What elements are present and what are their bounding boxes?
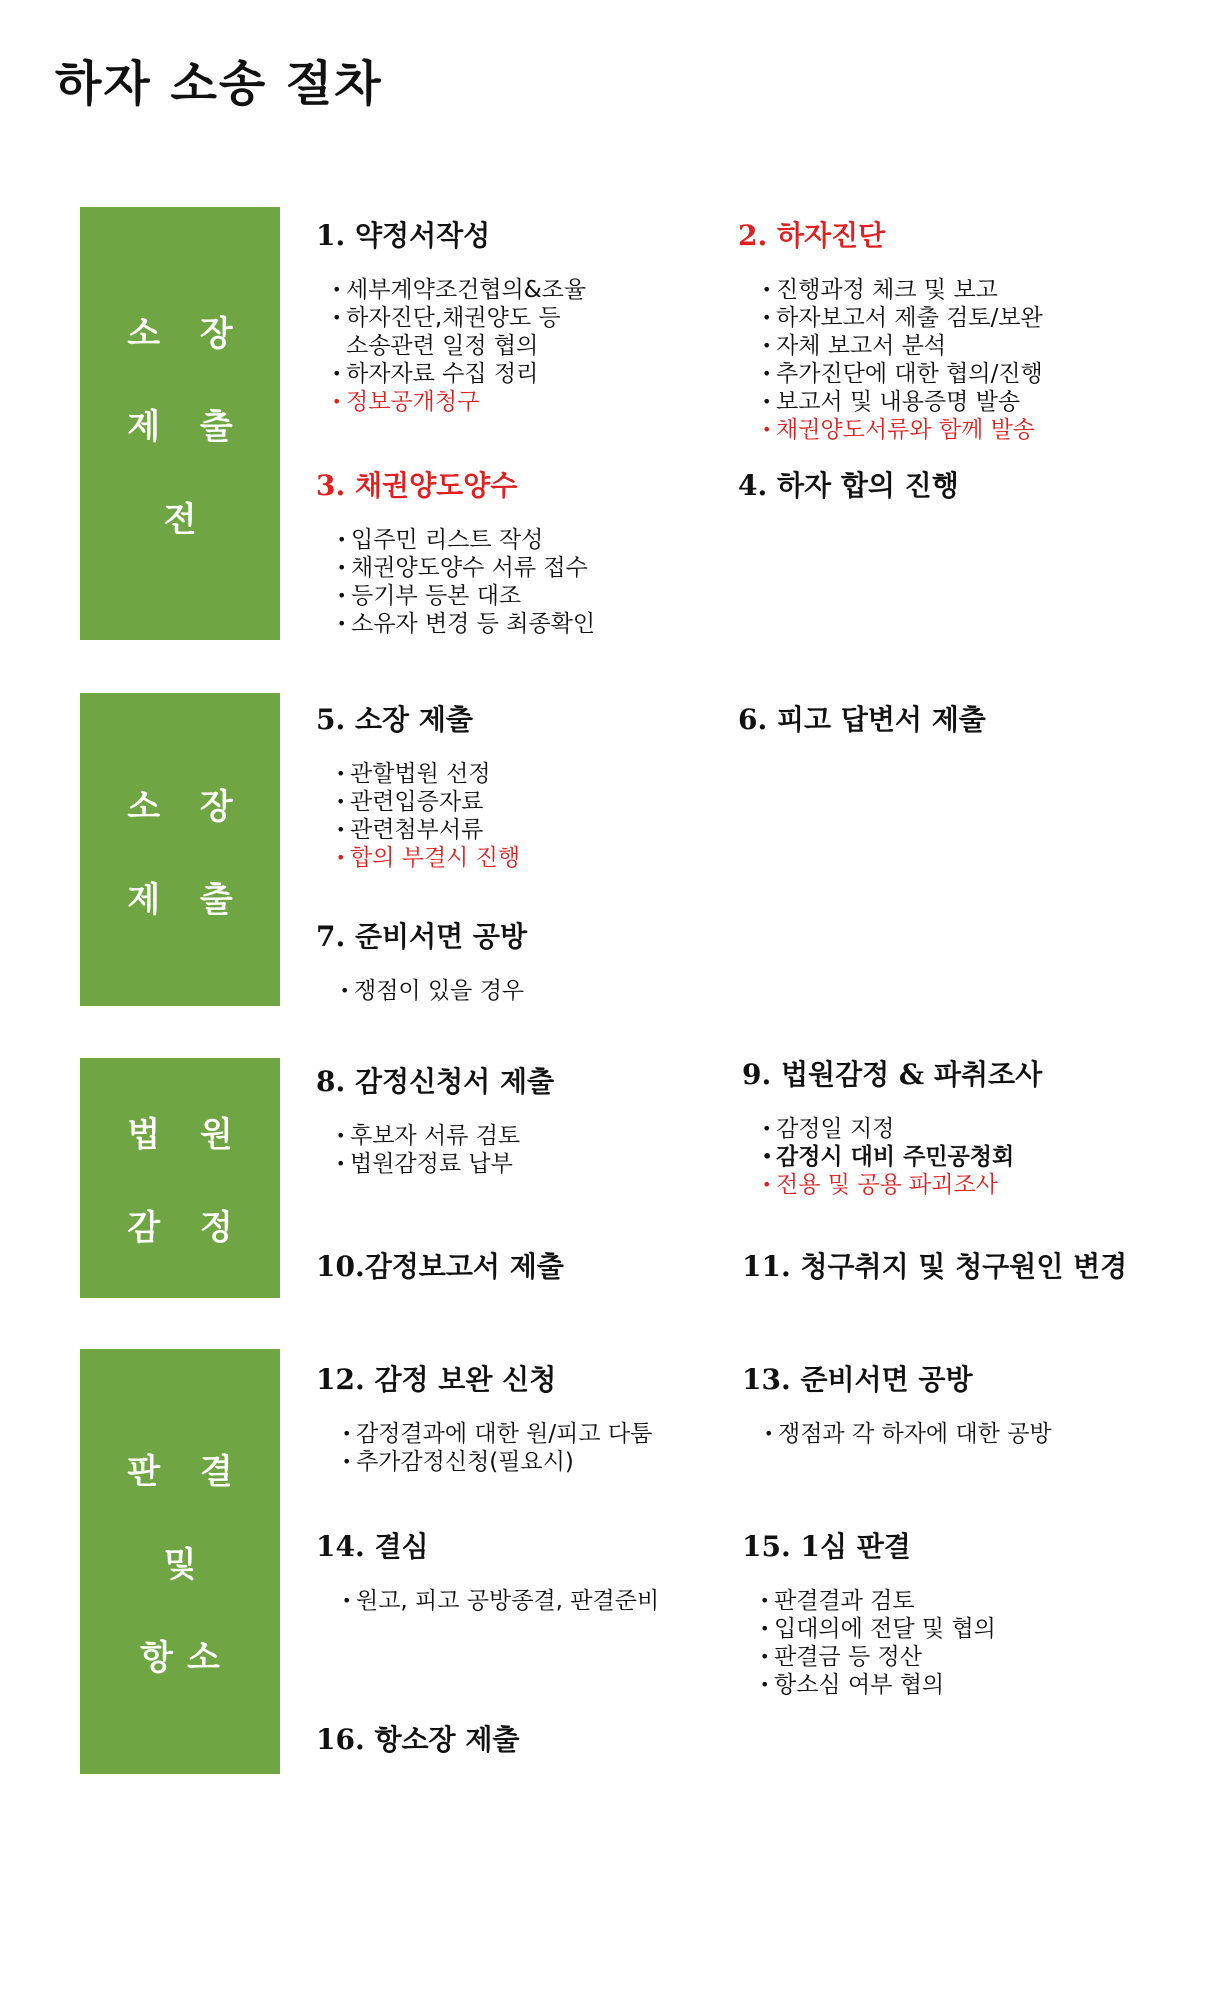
step-item: • 관련입증자료 (350, 788, 520, 816)
step-item: • 항소심 여부 협의 (774, 1671, 996, 1699)
step-8 (316, 1060, 554, 1178)
step-item: • 채권양도서류와 함께 발송 (776, 416, 1043, 444)
step-7 (316, 915, 527, 1005)
step-title: 16. 항소장 제출 (316, 1723, 520, 1756)
step-item: • 하자자료 수집 정리 (346, 360, 586, 388)
step-item: • 감정시 대비 주민공청회 (776, 1143, 1042, 1171)
step-title: 14. 결심 (316, 1530, 429, 1563)
step-title: 8. 감정신청서 제출 (316, 1065, 555, 1098)
step-title: 15. 1심 판결 (742, 1530, 911, 1563)
step-item: • 입주민 리스트 작성 (351, 526, 595, 554)
step-title: 7. 준비서면 공방 (316, 920, 528, 953)
phase-label-line: 감 정 (127, 1208, 247, 1248)
step-15 (742, 1525, 996, 1699)
step-item: • 법원감정료 납부 (350, 1150, 554, 1178)
step-item: • 감정일 지정 (776, 1115, 1042, 1143)
step-item: • 보고서 및 내용증명 발송 (776, 388, 1043, 416)
step-item: • 관련첨부서류 (350, 816, 520, 844)
step-item: • 추가진단에 대한 협의/진행 (776, 360, 1043, 388)
step-item: • 후보자 서류 검토 (350, 1122, 554, 1150)
step-item: • 원고, 피고 공방종결, 판결준비 (356, 1587, 659, 1615)
step-13 (742, 1358, 1052, 1448)
step-item: • 채권양도양수 서류 접수 (351, 554, 595, 582)
step-12 (316, 1358, 652, 1476)
phase-label-line: 항소 (140, 1638, 234, 1678)
step-1 (316, 214, 586, 416)
step-item: • 소유자 변경 등 최종확인 (351, 610, 595, 638)
phase-label-line: 소 장 (127, 314, 247, 354)
page-title: 하자 소송 절차 (55, 56, 383, 112)
phase-filing (80, 693, 280, 1006)
step-16 (316, 1718, 519, 1758)
step-title: 10.감정보고서 제출 (316, 1250, 564, 1283)
step-title: 13. 준비서면 공방 (742, 1363, 973, 1396)
step-14 (316, 1525, 659, 1615)
step-item: • 합의 부결시 진행 (350, 844, 520, 872)
step-item: • 진행과정 체크 및 보고 (776, 276, 1043, 304)
step-item: • 판결결과 검토 (774, 1587, 996, 1615)
step-4 (738, 464, 959, 504)
step-10 (316, 1245, 564, 1285)
step-6 (738, 698, 986, 738)
step-item: • 추가감정신청(필요시) (356, 1448, 652, 1476)
step-item: • 세부계약조건협의&조율 (346, 276, 586, 304)
step-item: • 입대의에 전달 및 협의 (774, 1615, 996, 1643)
step-item: • 하자보고서 제출 검토/보완 (776, 304, 1043, 332)
phase-judgment-appeal (80, 1349, 280, 1774)
step-item: • 쟁점과 각 하자에 대한 공방 (778, 1420, 1052, 1448)
step-2 (738, 214, 1043, 444)
phase-court-appraisal (80, 1058, 280, 1298)
step-title: 3. 채권양도양수 (316, 469, 518, 502)
step-item: • 등기부 등본 대조 (351, 582, 595, 610)
step-11 (742, 1245, 1127, 1285)
phase-label-line: 전 (163, 500, 211, 540)
step-item: • 쟁점이 있을 경우 (354, 977, 527, 1005)
step-item: • 관할법원 선정 (350, 760, 520, 788)
step-item: • 자체 보고서 분석 (776, 332, 1043, 360)
step-3 (316, 464, 595, 638)
step-item: • 정보공개청구 (346, 388, 586, 416)
step-title: 12. 감정 보완 신청 (316, 1363, 557, 1396)
phase-label-line: 판 결 (127, 1452, 247, 1492)
phase-label-line: 및 (163, 1545, 211, 1585)
phase-label-line: 법 원 (127, 1115, 247, 1155)
step-5 (316, 698, 520, 872)
step-item: • 전용 및 공용 파괴조사 (776, 1171, 1042, 1199)
phase-label-line: 소 장 (127, 786, 247, 827)
step-title: 11. 청구취지 및 청구원인 변경 (742, 1250, 1128, 1283)
step-item: • 판결금 등 정산 (774, 1643, 996, 1671)
step-title: 6. 피고 답변서 제출 (738, 703, 986, 736)
phase-label-line: 제 출 (127, 879, 247, 920)
step-title: 9. 법원감정 & 파취조사 (742, 1058, 1043, 1091)
step-title: 5. 소장 제출 (316, 703, 473, 736)
step-9 (742, 1053, 1042, 1199)
step-title: 2. 하자진단 (738, 219, 886, 252)
step-item: • 하자진단,채권양도 등 (346, 304, 586, 332)
step-item: • 감정결과에 대한 원/피고 다툼 (356, 1420, 652, 1448)
step-title: 4. 하자 합의 진행 (738, 469, 959, 502)
phase-pre-filing (80, 207, 280, 640)
phase-label-line: 제 출 (127, 407, 247, 447)
step-title: 1. 약정서작성 (316, 219, 491, 252)
step-item: 소송관련 일정 협의 (346, 333, 539, 359)
